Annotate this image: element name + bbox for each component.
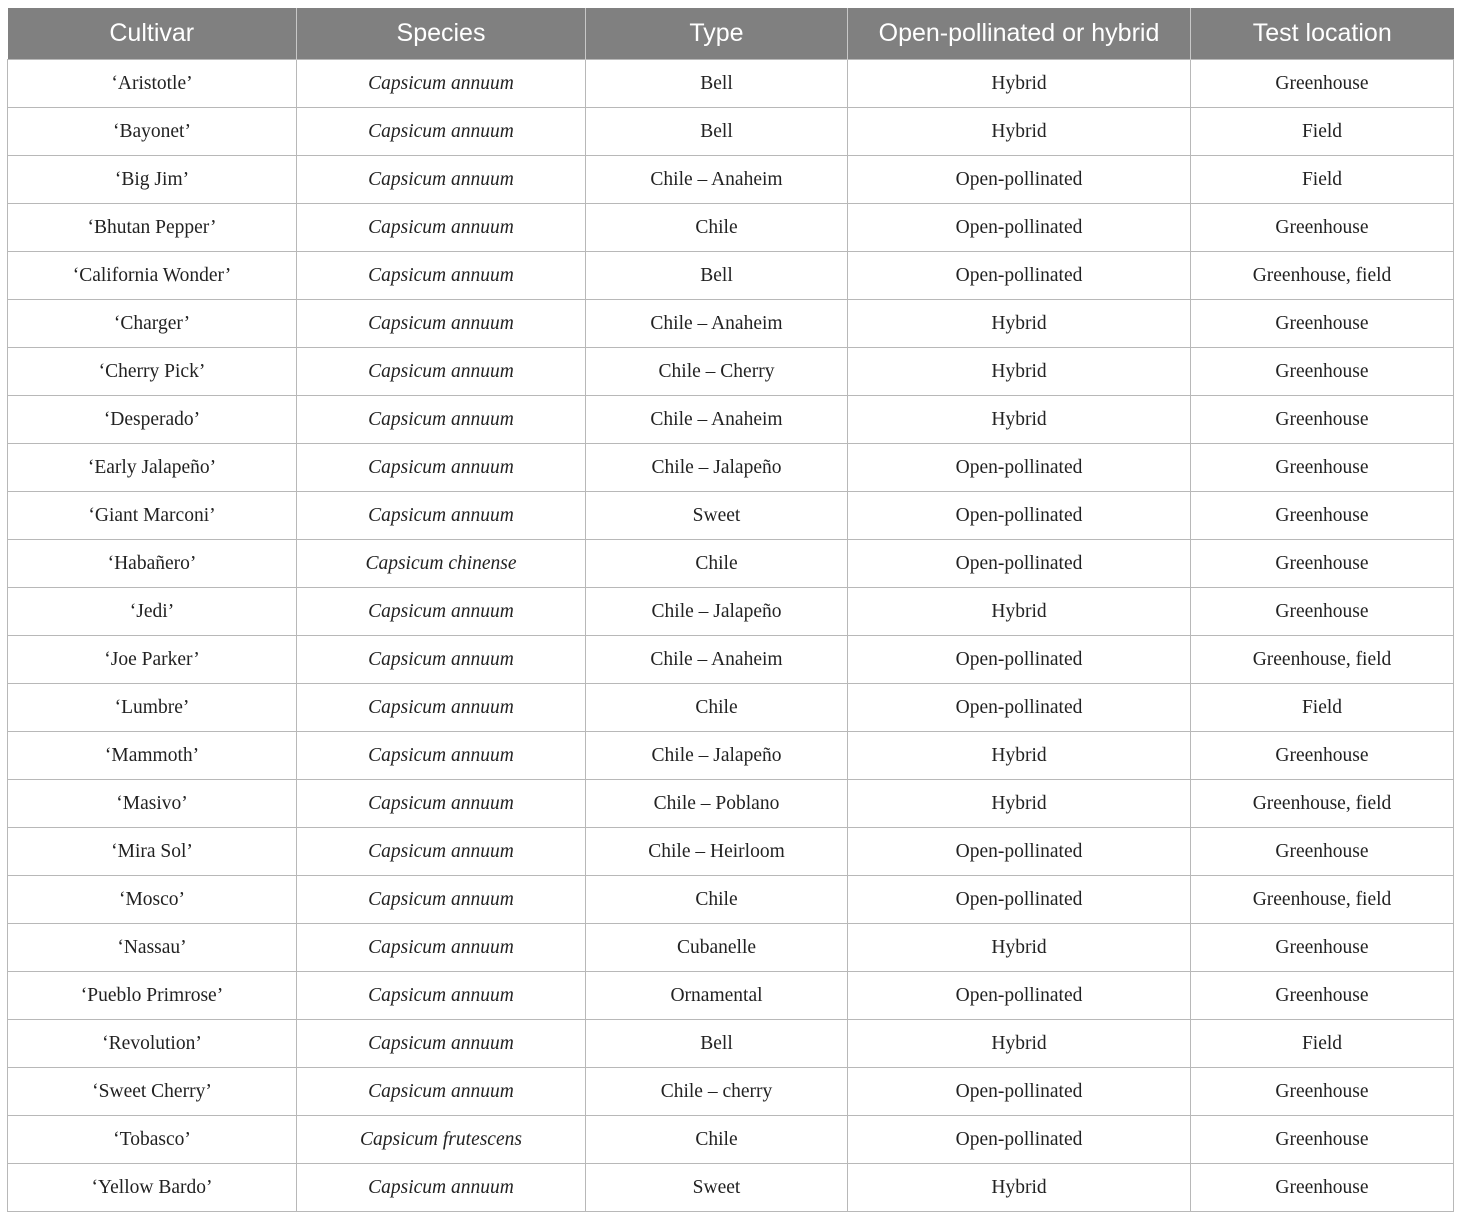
cell-species: Capsicum annuum <box>297 300 586 348</box>
cultivar-table <box>7 8 1454 1212</box>
cell-pollination: Open-pollinated <box>848 1116 1191 1164</box>
cell-test-location: Greenhouse <box>1191 444 1454 492</box>
cell-pollination: Hybrid <box>848 780 1191 828</box>
cell-species: Capsicum annuum <box>297 828 586 876</box>
cell-cultivar: ‘Jedi’ <box>8 588 297 636</box>
cell-type: Chile <box>586 540 848 588</box>
table-row <box>8 780 1454 828</box>
cell-pollination: Hybrid <box>848 300 1191 348</box>
table-row <box>8 60 1454 108</box>
table-row <box>8 732 1454 780</box>
cell-test-location: Greenhouse, field <box>1191 636 1454 684</box>
cell-cultivar: ‘Bayonet’ <box>8 108 297 156</box>
cell-type: Chile <box>586 204 848 252</box>
cell-test-location: Greenhouse <box>1191 1116 1454 1164</box>
cultivar-table-container <box>7 8 1453 1212</box>
cell-cultivar: ‘Early Jalapeño’ <box>8 444 297 492</box>
table-row <box>8 924 1454 972</box>
header-pollination: Open-pollinated or hybrid <box>848 8 1191 60</box>
cell-test-location: Greenhouse <box>1191 732 1454 780</box>
cell-type: Chile – cherry <box>586 1068 848 1116</box>
table-row <box>8 1116 1454 1164</box>
cell-species: Capsicum chinense <box>297 540 586 588</box>
cell-type: Bell <box>586 1020 848 1068</box>
table-row <box>8 588 1454 636</box>
cell-species: Capsicum annuum <box>297 732 586 780</box>
cell-test-location: Greenhouse <box>1191 828 1454 876</box>
table-row <box>8 444 1454 492</box>
table-row <box>8 1068 1454 1116</box>
cell-type: Cubanelle <box>586 924 848 972</box>
table-header <box>8 8 1454 60</box>
cell-species: Capsicum annuum <box>297 108 586 156</box>
cell-test-location: Field <box>1191 108 1454 156</box>
cell-test-location: Field <box>1191 1020 1454 1068</box>
table-row <box>8 876 1454 924</box>
table-row <box>8 1164 1454 1212</box>
table-row <box>8 300 1454 348</box>
cell-test-location: Field <box>1191 156 1454 204</box>
table-row <box>8 540 1454 588</box>
cell-cultivar: ‘Tobasco’ <box>8 1116 297 1164</box>
cell-pollination: Open-pollinated <box>848 204 1191 252</box>
cell-test-location: Greenhouse <box>1191 492 1454 540</box>
cell-type: Bell <box>586 108 848 156</box>
cell-test-location: Greenhouse <box>1191 60 1454 108</box>
header-type: Type <box>586 8 848 60</box>
cell-cultivar: ‘California Wonder’ <box>8 252 297 300</box>
cell-test-location: Greenhouse <box>1191 204 1454 252</box>
cell-type: Bell <box>586 252 848 300</box>
cell-test-location: Greenhouse, field <box>1191 876 1454 924</box>
cell-type: Ornamental <box>586 972 848 1020</box>
cell-test-location: Greenhouse, field <box>1191 780 1454 828</box>
header-row <box>8 8 1454 60</box>
cell-type: Sweet <box>586 492 848 540</box>
cell-type: Chile <box>586 1116 848 1164</box>
cell-pollination: Hybrid <box>848 1020 1191 1068</box>
cell-species: Capsicum annuum <box>297 1068 586 1116</box>
cell-cultivar: ‘Masivo’ <box>8 780 297 828</box>
table-row <box>8 348 1454 396</box>
cell-cultivar: ‘Pueblo Primrose’ <box>8 972 297 1020</box>
table-row <box>8 252 1454 300</box>
cell-cultivar: ‘Giant Marconi’ <box>8 492 297 540</box>
cell-pollination: Open-pollinated <box>848 444 1191 492</box>
cell-cultivar: ‘Desperado’ <box>8 396 297 444</box>
table-row <box>8 972 1454 1020</box>
cell-species: Capsicum annuum <box>297 636 586 684</box>
cell-species: Capsicum annuum <box>297 444 586 492</box>
cell-pollination: Open-pollinated <box>848 972 1191 1020</box>
cell-cultivar: ‘Mosco’ <box>8 876 297 924</box>
cell-pollination: Open-pollinated <box>848 156 1191 204</box>
cell-type: Chile – Jalapeño <box>586 732 848 780</box>
cell-species: Capsicum frutescens <box>297 1116 586 1164</box>
cell-cultivar: ‘Yellow Bardo’ <box>8 1164 297 1212</box>
cell-species: Capsicum annuum <box>297 1020 586 1068</box>
cell-pollination: Open-pollinated <box>848 828 1191 876</box>
cell-species: Capsicum annuum <box>297 204 586 252</box>
cell-cultivar: ‘Bhutan Pepper’ <box>8 204 297 252</box>
cell-pollination: Open-pollinated <box>848 684 1191 732</box>
cell-cultivar: ‘Big Jim’ <box>8 156 297 204</box>
cell-type: Chile – Cherry <box>586 348 848 396</box>
cell-species: Capsicum annuum <box>297 492 586 540</box>
cell-pollination: Hybrid <box>848 396 1191 444</box>
cell-species: Capsicum annuum <box>297 252 586 300</box>
cell-pollination: Hybrid <box>848 1164 1191 1212</box>
table-row <box>8 396 1454 444</box>
header-test-location: Test location <box>1191 8 1454 60</box>
cell-test-location: Greenhouse <box>1191 1164 1454 1212</box>
cell-type: Bell <box>586 60 848 108</box>
cell-cultivar: ‘Joe Parker’ <box>8 636 297 684</box>
cell-species: Capsicum annuum <box>297 780 586 828</box>
cell-test-location: Greenhouse <box>1191 540 1454 588</box>
cell-species: Capsicum annuum <box>297 348 586 396</box>
cell-type: Chile – Jalapeño <box>586 588 848 636</box>
cell-test-location: Greenhouse, field <box>1191 252 1454 300</box>
cell-type: Chile – Poblano <box>586 780 848 828</box>
table-row <box>8 1020 1454 1068</box>
cell-cultivar: ‘Cherry Pick’ <box>8 348 297 396</box>
table-body <box>8 60 1454 1212</box>
cell-pollination: Open-pollinated <box>848 876 1191 924</box>
cell-cultivar: ‘Mira Sol’ <box>8 828 297 876</box>
table-row <box>8 204 1454 252</box>
cell-species: Capsicum annuum <box>297 1164 586 1212</box>
cell-type: Chile – Anaheim <box>586 396 848 444</box>
cell-pollination: Open-pollinated <box>848 492 1191 540</box>
cell-cultivar: ‘Nassau’ <box>8 924 297 972</box>
cell-type: Chile – Anaheim <box>586 300 848 348</box>
cell-test-location: Greenhouse <box>1191 972 1454 1020</box>
cell-test-location: Greenhouse <box>1191 588 1454 636</box>
table-row <box>8 156 1454 204</box>
cell-pollination: Hybrid <box>848 732 1191 780</box>
cell-pollination: Hybrid <box>848 588 1191 636</box>
cell-pollination: Open-pollinated <box>848 636 1191 684</box>
cell-test-location: Greenhouse <box>1191 396 1454 444</box>
cell-pollination: Open-pollinated <box>848 1068 1191 1116</box>
cell-type: Chile <box>586 876 848 924</box>
cell-species: Capsicum annuum <box>297 684 586 732</box>
cell-cultivar: ‘Sweet Cherry’ <box>8 1068 297 1116</box>
cell-test-location: Field <box>1191 684 1454 732</box>
header-species: Species <box>297 8 586 60</box>
cell-test-location: Greenhouse <box>1191 348 1454 396</box>
cell-species: Capsicum annuum <box>297 924 586 972</box>
table-row <box>8 684 1454 732</box>
table-row <box>8 108 1454 156</box>
cell-species: Capsicum annuum <box>297 972 586 1020</box>
cell-test-location: Greenhouse <box>1191 924 1454 972</box>
cell-pollination: Hybrid <box>848 108 1191 156</box>
cell-pollination: Hybrid <box>848 60 1191 108</box>
cell-type: Chile – Anaheim <box>586 156 848 204</box>
cell-test-location: Greenhouse <box>1191 300 1454 348</box>
cell-cultivar: ‘Habañero’ <box>8 540 297 588</box>
cell-type: Sweet <box>586 1164 848 1212</box>
cell-pollination: Hybrid <box>848 348 1191 396</box>
cell-species: Capsicum annuum <box>297 876 586 924</box>
table-row <box>8 492 1454 540</box>
cell-pollination: Open-pollinated <box>848 252 1191 300</box>
cell-test-location: Greenhouse <box>1191 1068 1454 1116</box>
cell-pollination: Open-pollinated <box>848 540 1191 588</box>
cell-species: Capsicum annuum <box>297 156 586 204</box>
cell-type: Chile – Heirloom <box>586 828 848 876</box>
table-row <box>8 636 1454 684</box>
cell-pollination: Hybrid <box>848 924 1191 972</box>
header-cultivar: Cultivar <box>8 8 297 60</box>
cell-type: Chile – Jalapeño <box>586 444 848 492</box>
cell-type: Chile – Anaheim <box>586 636 848 684</box>
cell-cultivar: ‘Lumbre’ <box>8 684 297 732</box>
cell-type: Chile <box>586 684 848 732</box>
table-row <box>8 828 1454 876</box>
cell-cultivar: ‘Mammoth’ <box>8 732 297 780</box>
cell-species: Capsicum annuum <box>297 588 586 636</box>
cell-species: Capsicum annuum <box>297 396 586 444</box>
cell-cultivar: ‘Revolution’ <box>8 1020 297 1068</box>
cell-cultivar: ‘Charger’ <box>8 300 297 348</box>
cell-species: Capsicum annuum <box>297 60 586 108</box>
cell-cultivar: ‘Aristotle’ <box>8 60 297 108</box>
